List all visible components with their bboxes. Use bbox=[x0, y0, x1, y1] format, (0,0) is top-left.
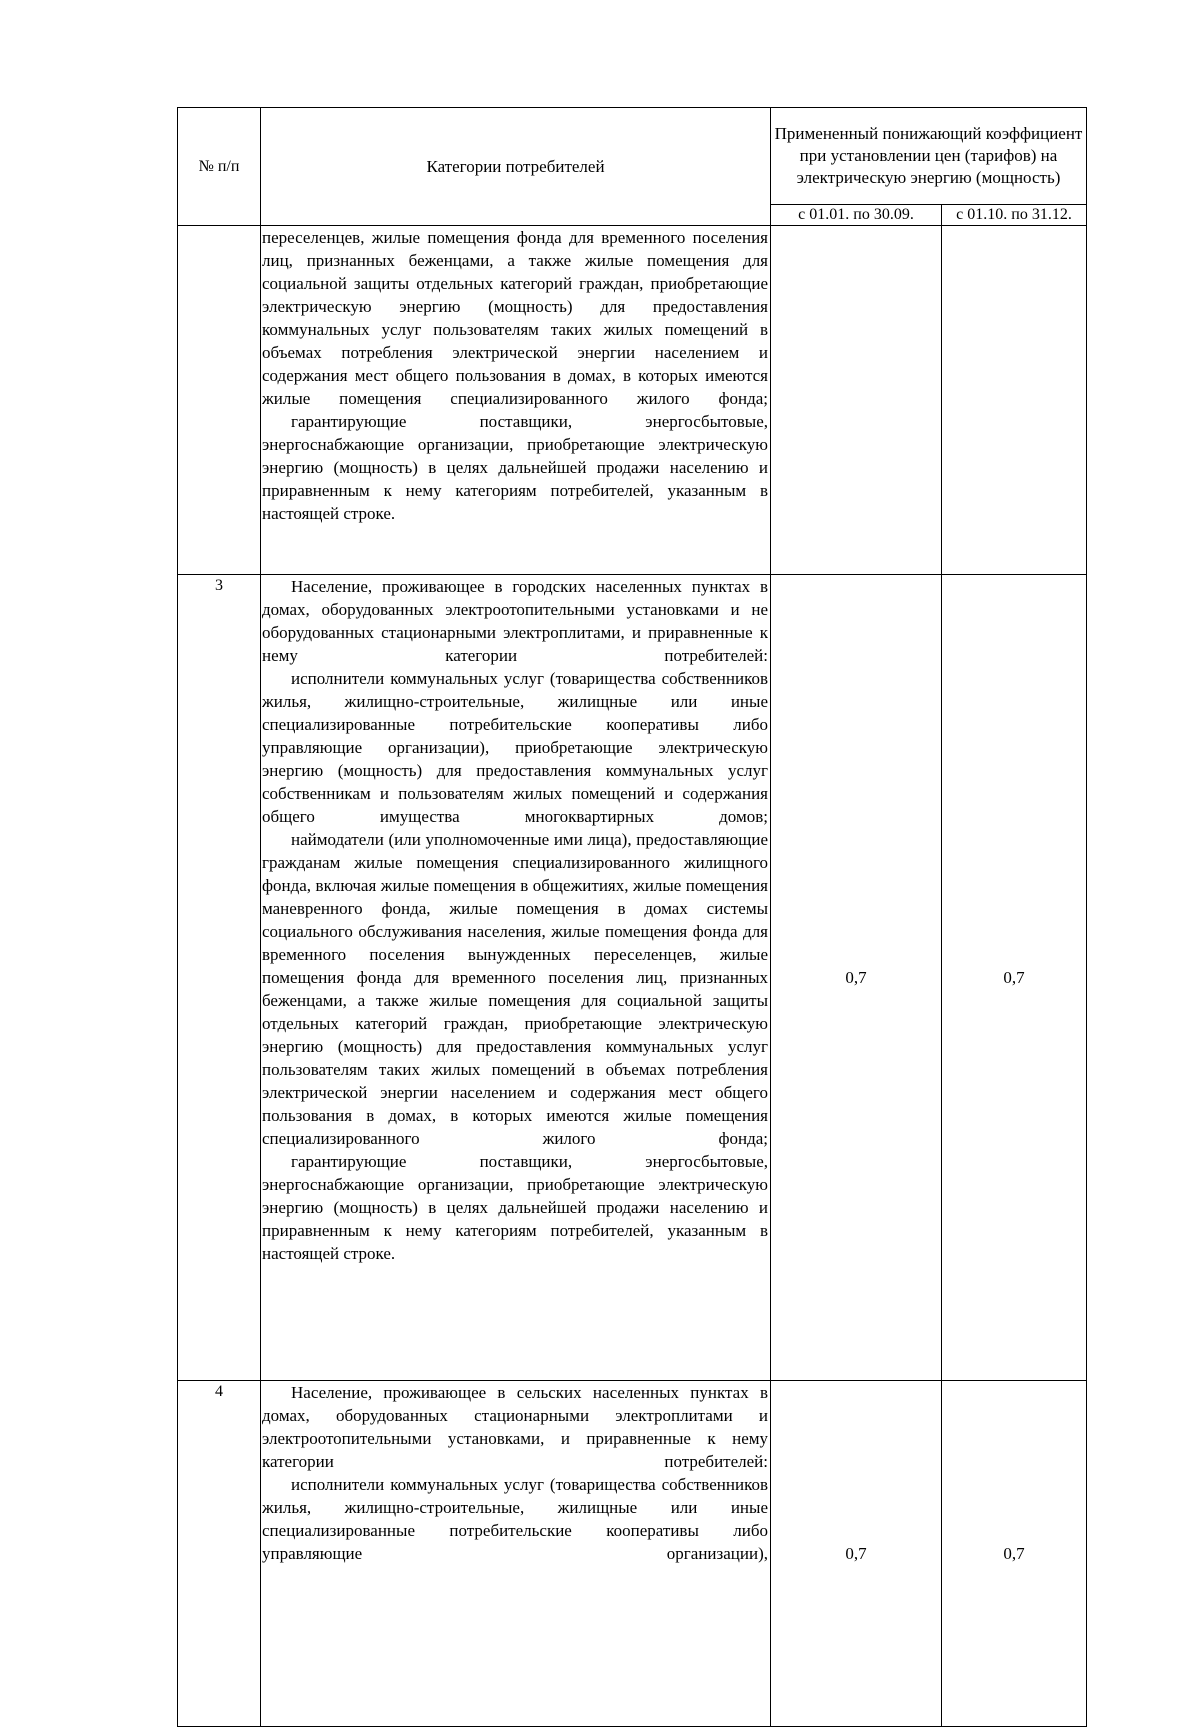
row-value-period-2: 0,7 bbox=[942, 1381, 1087, 1727]
header-period-2: с 01.10. по 31.12. bbox=[942, 205, 1087, 226]
row-value-period-1: 0,7 bbox=[771, 1381, 942, 1727]
row-category-text bbox=[261, 1381, 771, 1727]
row-paragraph: наймодатели (или уполномоченные ими лица), предоставляющие гражданам жилые помещения специализированного жилищного фонда, включая жилые помещения в общежитиях, жилые помещения маневренного фонда, жилые помещения в домах системы социального обслуживания населения, жилые помещения фонда для временного поселения вынужденных переселенцев, жилые помещения фонда для временного поселения лиц, признанных беженцами, а также жилые помещения для социальной защиты отдельных категорий граждан, приобретающие электрическую энергию (мощность) для предоставления коммунальных услуг пользователям таких жилых помещений в объемах потребления электрической энергии населением и содержания мест общего пользования в домах, в которых имеются жилые помещения специализированного жилого фонда; bbox=[262, 830, 768, 1148]
header-row bbox=[178, 108, 1087, 205]
row-value-period-2: 0,7 bbox=[942, 575, 1087, 1381]
header-period-1: с 01.01. по 30.09. bbox=[771, 205, 942, 226]
header-category: Категории потребителей bbox=[261, 108, 771, 226]
row-paragraph: Население, проживающее в сельских населенных пунктах в домах, оборудованных стационарными электроплитами и электроотопительными установками, и приравненные к нему категории потребителей: bbox=[262, 1383, 768, 1471]
table-row bbox=[178, 1381, 1087, 1727]
row-number bbox=[178, 226, 261, 575]
row-paragraph: переселенцев, жилые помещения фонда для временного поселения лиц, признанных беженцами, а также жилые помещения для социальной защиты отдельных категорий граждан, приобретающие электрическую энергию (мощность) для предоставления коммунальных услуг пользователям таких жилых помещений в объемах потребления электрической энергии населением и содержания мест общего пользования в домах, в которых имеются жилые помещения специализированного жилого фонда; bbox=[262, 228, 768, 408]
row-value-period-1: 0,7 bbox=[771, 575, 942, 1381]
row-paragraph: гарантирующие поставщики, энергосбытовые, энергоснабжающие организации, приобретающие электрическую энергию (мощность) в целях дальнейшей продажи населению и приравненным к нему категориям потребителей, указанным в настоящей строке. bbox=[262, 1152, 768, 1263]
row-paragraph: гарантирующие поставщики, энергосбытовые, энергоснабжающие организации, приобретающие электрическую энергию (мощность) в целях дальнейшей продажи населению и приравненным к нему категориям потребителей, указанным в настоящей строке. bbox=[262, 412, 768, 523]
row-number: 4 bbox=[178, 1381, 261, 1727]
table-row bbox=[178, 575, 1087, 1381]
table-row bbox=[178, 226, 1087, 575]
header-coefficient: Примененный понижающий коэффициент при установлении цен (тарифов) на электрическую энергию (мощность) bbox=[771, 108, 1087, 205]
row-number: 3 bbox=[178, 575, 261, 1381]
row-paragraph: исполнители коммунальных услуг (товарищества собственников жилья, жилищно-строительные, жилищные или иные специализированные потребительские кооперативы либо управляющие организации), приобретающие электрическую энергию (мощность) для предоставления коммунальных услуг собственникам и пользователям жилых помещений и содержания общего имущества многоквартирных домов; bbox=[262, 669, 768, 826]
row-paragraph: Население, проживающее в городских населенных пунктах в домах, оборудованных электроотопительными установками и не оборудованных стационарными электроплитами, и приравненные к нему категории потребителей: bbox=[262, 577, 768, 665]
row-value-period-1 bbox=[771, 226, 942, 575]
row-category-text bbox=[261, 575, 771, 1381]
tariff-coefficient-table bbox=[177, 107, 1087, 1727]
header-number: № п/п bbox=[178, 108, 261, 226]
row-paragraph: исполнители коммунальных услуг (товарищества собственников жилья, жилищно-строительные, жилищные или иные специализированные потребительские кооперативы либо управляющие организации), bbox=[262, 1475, 768, 1563]
row-category-text bbox=[261, 226, 771, 575]
row-value-period-2 bbox=[942, 226, 1087, 575]
